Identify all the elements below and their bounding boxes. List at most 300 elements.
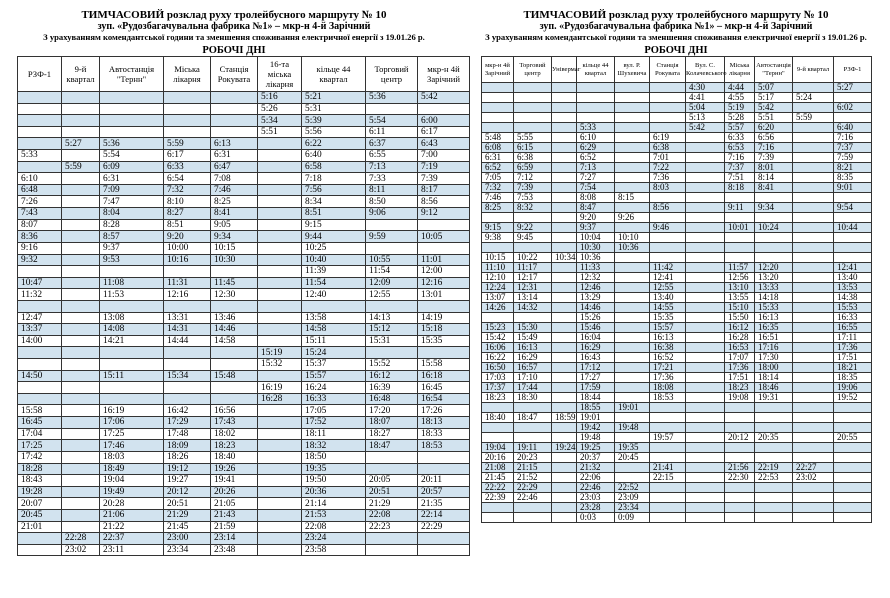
time-cell <box>686 453 725 463</box>
time-cell: 6:52 <box>482 163 514 173</box>
time-cell <box>793 373 834 383</box>
time-cell <box>62 184 100 196</box>
table-row <box>482 293 872 303</box>
time-cell <box>615 253 650 263</box>
time-cell <box>615 263 650 273</box>
time-cell <box>164 92 211 104</box>
time-cell <box>552 103 577 113</box>
time-cell <box>211 115 258 127</box>
table-row <box>482 273 872 283</box>
time-cell: 5:54 <box>100 150 164 162</box>
time-cell: 19:06 <box>834 383 872 393</box>
column-header: мкр-н 4й Зарічний <box>482 57 514 83</box>
time-cell <box>366 300 418 312</box>
time-cell: 13:33 <box>755 283 793 293</box>
time-cell <box>62 289 100 301</box>
time-cell <box>686 153 725 163</box>
time-cell: 6:02 <box>834 103 872 113</box>
time-cell: 16:12 <box>366 370 418 382</box>
column-header: вул. Р. Шухевича <box>615 57 650 83</box>
time-cell: 13:40 <box>650 293 686 303</box>
time-cell: 13:31 <box>164 312 211 324</box>
time-cell <box>686 163 725 173</box>
route-name: зуп. «Рудозбагачувальна фабрика №1» – мкр-н 4-й Зарічний <box>539 21 813 32</box>
time-cell <box>100 115 164 127</box>
time-cell <box>258 428 302 440</box>
time-cell <box>577 83 615 93</box>
table-row <box>18 486 470 498</box>
time-cell <box>366 103 418 115</box>
time-cell: 9:38 <box>482 233 514 243</box>
column-header: Станція Рокувата <box>211 57 258 92</box>
time-cell <box>552 373 577 383</box>
time-cell <box>62 196 100 208</box>
time-cell <box>755 493 793 503</box>
time-cell <box>482 113 514 123</box>
time-cell: 12:41 <box>834 263 872 273</box>
table-row <box>482 433 872 443</box>
table-row <box>18 393 470 405</box>
time-cell <box>62 150 100 162</box>
time-cell: 17:25 <box>18 440 62 452</box>
time-cell: 5:34 <box>258 115 302 127</box>
time-cell: 16:19 <box>100 405 164 417</box>
time-cell: 5:59 <box>793 113 834 123</box>
table-row <box>482 283 872 293</box>
time-cell: 17:29 <box>164 417 211 429</box>
time-cell: 10:30 <box>211 254 258 266</box>
time-cell <box>650 513 686 523</box>
time-cell: 5:42 <box>755 103 793 113</box>
time-cell: 22:30 <box>725 473 755 483</box>
time-cell: 21:22 <box>100 521 164 533</box>
time-cell <box>62 335 100 347</box>
time-cell: 9:34 <box>211 231 258 243</box>
time-cell: 6:11 <box>366 126 418 138</box>
time-cell: 19:35 <box>302 463 366 475</box>
time-cell <box>793 193 834 203</box>
time-cell <box>62 300 100 312</box>
time-cell <box>755 423 793 433</box>
time-cell: 19:12 <box>164 463 211 475</box>
time-cell: 17:21 <box>650 363 686 373</box>
time-cell <box>793 123 834 133</box>
time-cell: 9:46 <box>650 223 686 233</box>
timetable-header <box>482 57 872 83</box>
time-cell <box>793 423 834 433</box>
time-cell: 10:44 <box>834 223 872 233</box>
time-cell <box>164 103 211 115</box>
table-row <box>482 193 872 203</box>
time-cell <box>164 266 211 278</box>
time-cell <box>514 83 552 93</box>
time-cell: 6:55 <box>366 150 418 162</box>
time-cell: 15:58 <box>418 359 470 371</box>
time-cell: 8:17 <box>418 184 470 196</box>
table-row <box>18 440 470 452</box>
time-cell: 21:43 <box>211 509 258 521</box>
time-cell <box>552 463 577 473</box>
time-cell <box>615 323 650 333</box>
time-cell <box>18 347 62 359</box>
time-cell: 20:12 <box>164 486 211 498</box>
time-cell: 17:36 <box>725 363 755 373</box>
table-row <box>18 335 470 347</box>
time-cell <box>615 93 650 103</box>
time-cell: 17:26 <box>418 405 470 417</box>
time-cell <box>100 347 164 359</box>
time-cell: 5:16 <box>258 92 302 104</box>
time-cell: 18:08 <box>650 383 686 393</box>
time-cell: 11:53 <box>100 289 164 301</box>
time-cell: 4:30 <box>686 83 725 93</box>
time-cell <box>650 503 686 513</box>
time-cell <box>686 243 725 253</box>
time-cell: 7:13 <box>366 161 418 173</box>
time-cell <box>514 243 552 253</box>
time-cell <box>686 263 725 273</box>
column-header: 9-й квартал <box>793 57 834 83</box>
time-cell <box>211 266 258 278</box>
table-row <box>482 363 872 373</box>
time-cell: 23:48 <box>211 544 258 556</box>
time-cell <box>793 263 834 273</box>
table-row <box>18 463 470 475</box>
time-cell: 20:55 <box>834 433 872 443</box>
time-cell <box>18 300 62 312</box>
table-row <box>18 370 470 382</box>
time-cell <box>418 533 470 545</box>
time-cell: 18:02 <box>211 428 258 440</box>
time-cell <box>418 219 470 231</box>
schedule-title: ТИМЧАСОВИЙ розклад руху тролейбусного маршруту № 10 <box>81 9 387 21</box>
time-cell: 5:28 <box>725 113 755 123</box>
time-cell <box>793 83 834 93</box>
time-cell: 18:33 <box>418 428 470 440</box>
time-cell <box>258 277 302 289</box>
time-cell <box>62 428 100 440</box>
time-cell <box>366 544 418 556</box>
time-cell <box>793 203 834 213</box>
time-cell: 19:31 <box>755 393 793 403</box>
time-cell: 8:25 <box>482 203 514 213</box>
time-cell: 12:56 <box>725 273 755 283</box>
time-cell <box>834 453 872 463</box>
time-cell <box>418 544 470 556</box>
time-cell: 7:16 <box>755 143 793 153</box>
time-cell: 16:24 <box>302 382 366 394</box>
time-cell <box>258 533 302 545</box>
time-cell: 7:19 <box>418 161 470 173</box>
time-cell: 18:43 <box>18 475 62 487</box>
time-cell <box>793 493 834 503</box>
time-cell: 8:21 <box>834 163 872 173</box>
time-cell: 8:41 <box>755 183 793 193</box>
time-cell <box>100 266 164 278</box>
time-cell <box>62 475 100 487</box>
time-cell: 11:54 <box>302 277 366 289</box>
time-cell: 8:32 <box>514 203 552 213</box>
time-cell <box>258 521 302 533</box>
time-cell: 17:30 <box>755 353 793 363</box>
table-row <box>482 183 872 193</box>
time-cell <box>552 273 577 283</box>
time-cell: 5:59 <box>62 161 100 173</box>
time-cell <box>258 161 302 173</box>
time-cell <box>482 93 514 103</box>
time-cell: 14:38 <box>834 293 872 303</box>
time-cell <box>552 163 577 173</box>
time-cell: 16:33 <box>302 393 366 405</box>
time-cell: 17:11 <box>834 333 872 343</box>
time-cell: 14:08 <box>100 324 164 336</box>
time-cell: 16:13 <box>650 333 686 343</box>
time-cell <box>834 193 872 203</box>
time-cell: 10:40 <box>302 254 366 266</box>
time-cell: 18:50 <box>302 451 366 463</box>
time-cell <box>514 113 552 123</box>
time-cell <box>650 453 686 463</box>
time-cell <box>482 213 514 223</box>
timetable-right <box>481 56 872 523</box>
time-cell: 9:26 <box>615 213 650 223</box>
time-cell: 20:28 <box>100 498 164 510</box>
table-row <box>18 173 470 185</box>
time-cell <box>755 513 793 523</box>
time-cell <box>62 115 100 127</box>
time-cell: 8:50 <box>366 196 418 208</box>
time-cell <box>793 173 834 183</box>
time-cell <box>650 233 686 243</box>
timetable-header <box>18 57 470 92</box>
time-cell <box>482 433 514 443</box>
time-cell: 16:52 <box>650 353 686 363</box>
time-cell: 23:11 <box>100 544 164 556</box>
time-cell: 22:29 <box>514 483 552 493</box>
time-cell: 8:15 <box>615 193 650 203</box>
time-cell: 8:08 <box>577 193 615 203</box>
time-cell: 19:04 <box>482 443 514 453</box>
time-cell: 5:36 <box>100 138 164 150</box>
time-cell: 8:35 <box>834 173 872 183</box>
column-header: РЗФ-1 <box>18 57 62 92</box>
time-cell <box>686 183 725 193</box>
time-cell <box>482 403 514 413</box>
time-cell: 21:01 <box>18 521 62 533</box>
time-cell: 19:24 <box>552 443 577 453</box>
time-cell: 7:53 <box>514 193 552 203</box>
time-cell: 16:56 <box>211 405 258 417</box>
time-cell: 12:17 <box>514 273 552 283</box>
timetable-left <box>17 56 470 556</box>
time-cell: 19:49 <box>100 486 164 498</box>
table-row <box>482 413 872 423</box>
time-cell: 15:31 <box>366 335 418 347</box>
column-header: мкр-н 4й Зарічний <box>418 57 470 92</box>
time-cell <box>366 242 418 254</box>
time-cell: 14:18 <box>755 293 793 303</box>
time-cell <box>615 433 650 443</box>
time-cell: 17:59 <box>577 383 615 393</box>
table-row <box>482 243 872 253</box>
time-cell: 6:38 <box>650 143 686 153</box>
time-cell <box>686 413 725 423</box>
time-cell <box>514 93 552 103</box>
time-cell: 9:20 <box>164 231 211 243</box>
time-cell <box>755 403 793 413</box>
time-cell: 10:22 <box>514 253 552 263</box>
time-cell: 16:45 <box>18 417 62 429</box>
table-row <box>482 333 872 343</box>
time-cell <box>100 92 164 104</box>
time-cell <box>686 223 725 233</box>
time-cell: 15:35 <box>418 335 470 347</box>
time-cell <box>650 413 686 423</box>
time-cell: 8:34 <box>302 196 366 208</box>
time-cell <box>615 383 650 393</box>
time-cell: 5:56 <box>302 126 366 138</box>
table-row <box>482 143 872 153</box>
time-cell <box>793 333 834 343</box>
time-cell: 7:37 <box>834 143 872 153</box>
time-cell: 18:03 <box>100 451 164 463</box>
time-cell <box>686 393 725 403</box>
time-cell: 8:56 <box>418 196 470 208</box>
time-cell: 13:40 <box>834 273 872 283</box>
time-cell: 5:42 <box>686 123 725 133</box>
table-row <box>482 483 872 493</box>
time-cell: 18:09 <box>164 440 211 452</box>
schedule-panel-left <box>17 0 460 556</box>
time-cell <box>482 83 514 93</box>
time-cell: 10:24 <box>755 223 793 233</box>
time-cell: 6:17 <box>418 126 470 138</box>
time-cell: 12:16 <box>164 289 211 301</box>
time-cell: 21:52 <box>514 473 552 483</box>
time-cell <box>552 263 577 273</box>
time-cell: 8:03 <box>650 183 686 193</box>
time-cell <box>164 115 211 127</box>
time-cell: 20:51 <box>164 498 211 510</box>
time-cell: 6:33 <box>725 133 755 143</box>
time-cell: 16:57 <box>514 363 552 373</box>
time-cell: 7:16 <box>834 133 872 143</box>
column-header: РЗФ-1 <box>834 57 872 83</box>
table-row <box>18 184 470 196</box>
time-cell: 12:55 <box>366 289 418 301</box>
time-cell: 15:30 <box>514 323 552 333</box>
time-cell <box>755 443 793 453</box>
schedule-note: З урахуванням комендантської години та зменшення споживання електричної енергії з 19.01.26 р. <box>485 32 867 42</box>
time-cell: 5:57 <box>725 123 755 133</box>
time-cell <box>793 323 834 333</box>
time-cell <box>834 113 872 123</box>
time-cell <box>755 503 793 513</box>
time-cell: 10:25 <box>302 242 366 254</box>
time-cell: 7:08 <box>211 173 258 185</box>
time-cell <box>615 203 650 213</box>
time-cell: 6:13 <box>211 138 258 150</box>
time-cell: 20:45 <box>18 509 62 521</box>
time-cell: 17:48 <box>164 428 211 440</box>
time-cell: 7:27 <box>577 173 615 183</box>
time-cell <box>793 393 834 403</box>
time-cell <box>686 323 725 333</box>
time-cell <box>725 503 755 513</box>
table-row <box>482 203 872 213</box>
time-cell: 21:08 <box>482 463 514 473</box>
time-cell: 5:13 <box>686 113 725 123</box>
time-cell: 6:10 <box>18 173 62 185</box>
time-cell: 6:31 <box>100 173 164 185</box>
table-row <box>482 113 872 123</box>
time-cell: 6:40 <box>302 150 366 162</box>
time-cell <box>366 451 418 463</box>
time-cell: 15:50 <box>725 313 755 323</box>
time-cell: 16:35 <box>755 323 793 333</box>
time-cell <box>793 243 834 253</box>
time-cell <box>793 233 834 243</box>
table-row <box>482 463 872 473</box>
time-cell: 23:34 <box>615 503 650 513</box>
time-cell: 5:27 <box>834 83 872 93</box>
time-cell <box>686 233 725 243</box>
time-cell <box>793 483 834 493</box>
table-row <box>482 123 872 133</box>
time-cell: 19:52 <box>834 393 872 403</box>
time-cell: 7:39 <box>418 173 470 185</box>
time-cell: 9:44 <box>302 231 366 243</box>
time-cell: 20:12 <box>725 433 755 443</box>
time-cell: 5:17 <box>755 93 793 103</box>
time-cell: 12:10 <box>482 273 514 283</box>
time-cell: 6:31 <box>482 153 514 163</box>
time-cell: 10:30 <box>577 243 615 253</box>
time-cell <box>552 403 577 413</box>
time-cell: 20:07 <box>18 498 62 510</box>
time-cell: 6:00 <box>418 115 470 127</box>
time-cell <box>211 103 258 115</box>
time-cell: 6:20 <box>755 123 793 133</box>
table-row <box>482 233 872 243</box>
time-cell <box>62 498 100 510</box>
time-cell <box>258 440 302 452</box>
table-row <box>18 451 470 463</box>
time-cell: 19:48 <box>577 433 615 443</box>
time-cell: 11:08 <box>100 277 164 289</box>
time-cell: 19:01 <box>577 413 615 423</box>
time-cell <box>258 463 302 475</box>
time-cell <box>834 243 872 253</box>
time-cell: 13:55 <box>725 293 755 303</box>
time-cell <box>482 423 514 433</box>
time-cell: 11:17 <box>514 263 552 273</box>
time-cell <box>552 453 577 463</box>
time-cell <box>834 233 872 243</box>
schedule-note: З урахуванням комендантської години та зменшення споживання електричної енергії з 19.01.26 р. <box>43 32 425 42</box>
time-cell: 21:56 <box>725 463 755 473</box>
time-cell: 0:03 <box>577 513 615 523</box>
column-header: кільце 44 квартал <box>577 57 615 83</box>
time-cell: 5:36 <box>366 92 418 104</box>
time-cell <box>18 393 62 405</box>
time-cell: 7:18 <box>302 173 366 185</box>
time-cell: 17:16 <box>755 343 793 353</box>
time-cell <box>552 133 577 143</box>
time-cell <box>62 486 100 498</box>
time-cell <box>18 544 62 556</box>
time-cell: 22:27 <box>793 463 834 473</box>
